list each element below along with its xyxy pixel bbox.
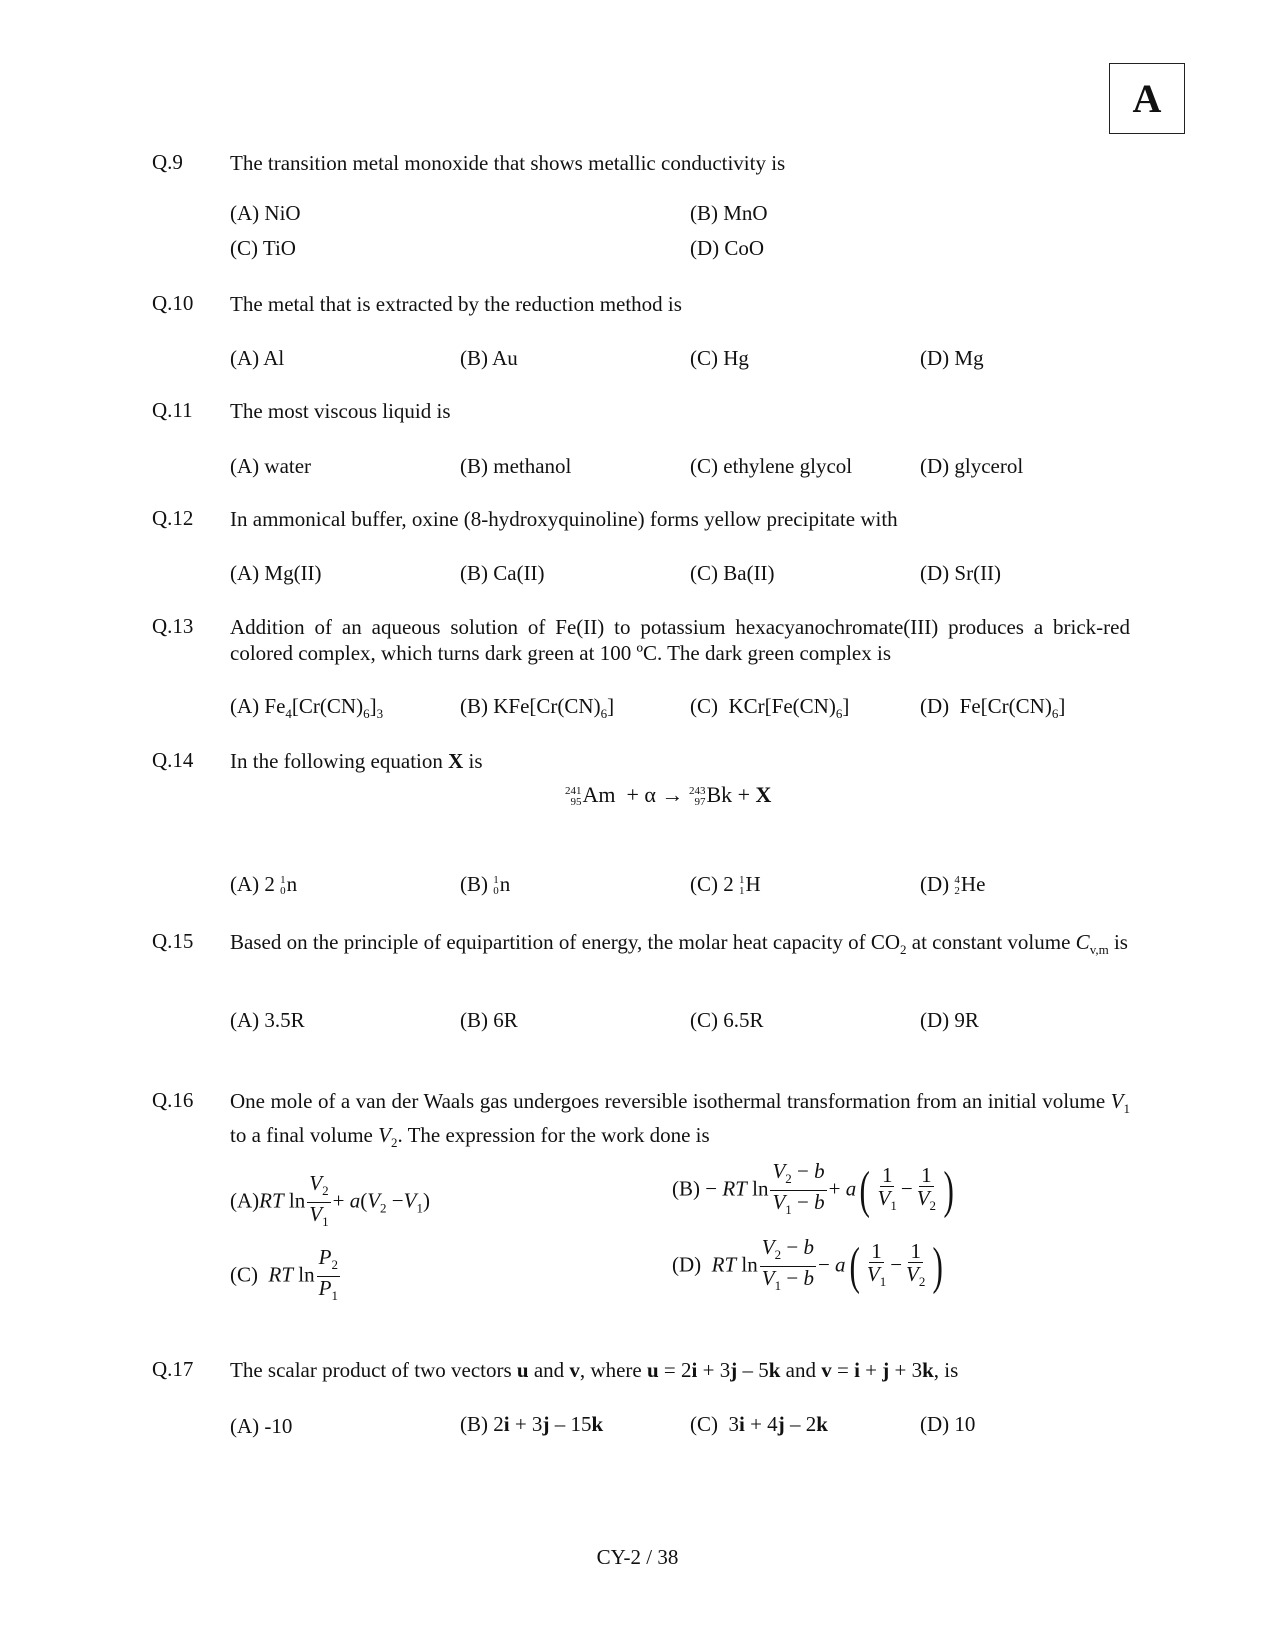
option-a: (A) $Fe_4[Cr(CN)_6]_3$ [230,694,384,722]
option-d: (D) 9R [920,1008,979,1032]
option-b: (B) 1 0 n [460,872,511,898]
isotope-numbers: 1 1 [739,874,745,898]
option-a: (A) 2 1 0 n [230,872,298,898]
option-a: (A)RT ln $\frac{V_2}{V_1}$ + $a(V_2 -V_1)$ [230,1172,430,1233]
question-number: Q.16 [152,1088,194,1112]
symbol: V [1110,1089,1124,1113]
option-b: (B) MnO [690,201,768,225]
option-c: (C) ethylene glycol [690,454,853,478]
option-label: (C) 2 [690,872,734,896]
option-c: (C) Hg [690,346,749,370]
option-c: (C) TiO [230,236,296,260]
question-number: Q.14 [152,748,194,772]
question-number: Q.11 [152,398,193,422]
fraction: $\frac{1}{V_1}$ [877,1163,897,1214]
question-text-part: Based on the principle of equipartition of energy, the molar heat capacity of CO [230,930,901,954]
option-b: (B) − RT ln $\frac{V_2 - b}{V_1 - b}$ + a( $\frac{1}{V_1}$ − $\frac{1}{V_2}$ ) [672,1160,957,1221]
question-number: Q.13 [152,614,194,638]
option-c: (C) 6.5R [690,1008,764,1032]
question-text-part: to a final volume [230,1123,379,1148]
option-label: (C) [230,1262,258,1287]
option-c: (C) Ba(II) [690,561,775,585]
page-footer: CY-2 / 38 [596,1545,679,1569]
option-c: (C) $KCr[Fe(CN)_6]$ [690,694,850,722]
question-text-part: One mole of a van der Waals gas undergoes reversible isothermal transformation from an initial volume [230,1089,1111,1113]
question-text: The scalar product of two vectors u and v, where u = 2i + 3j – 5k and v = i + j + 3k, is [230,1358,959,1382]
option-a: (A) -10 [230,1414,293,1438]
paper-code: A [1132,76,1162,121]
question-number: Q.9 [152,150,183,174]
option-a: (A) Al [230,346,285,370]
option-d: (D) RT ln $\frac{V_2 - b}{V_1 - b}$ − a( $\frac{1}{V_1}$ − $\frac{1}{V_2}$ ) [672,1236,947,1297]
option-d: (D) CoO [690,236,765,260]
question-number: Q.12 [152,506,194,530]
question-text-part: is [463,749,483,773]
fraction: $\frac{V_2 - b}{V_1 - b}$ [772,1159,825,1218]
symbol: C [1075,930,1090,954]
option-b: (B) 6R [460,1008,518,1032]
symbol: V [378,1123,391,1148]
fraction: $\frac{P_2}{P_1}$ [318,1245,338,1304]
subscript: 2 [900,942,907,958]
option-b: (B) Ca(II) [460,561,545,585]
question-text: Addition of an aqueous solution of Fe(II) to potassium hexacyanochromate(III) produces a brick-red colored complex, which turns dark green at 100 ºC. The dark green complex is [230,615,1130,665]
question-text: In ammonical buffer, oxine (8-hydroxyquinoline) forms yellow precipitate with [230,507,898,531]
option-b: (B) methanol [460,454,572,478]
option-c: (C) 2 1 1 H [690,872,761,898]
question-text [230,748,1130,774]
option-d: (D) 4 2 He [920,872,986,898]
option-label: (B) [460,694,488,718]
option-label: (C) [690,694,718,718]
option-a: (A) water [230,454,312,478]
option-label: (A) [230,694,260,718]
option-label: (D) [920,872,950,896]
paper-code-box [1109,63,1185,134]
unknown-x: X [448,749,464,773]
question-text [230,929,1130,963]
question-number: Q.10 [152,291,194,315]
fraction: $\frac{1}{V_1}$ [866,1239,887,1290]
nuclear-equation: 241 95 Am + α → 243 97 Bk + X [565,782,772,808]
option-b: (B) 2i + 3j – 15k [460,1412,604,1436]
option-a: (A) Mg(II) [230,561,322,585]
option-label: (D) [672,1252,702,1277]
fraction: $\frac{1}{V_2}$ [906,1239,926,1290]
fraction: $\frac{1}{V_2}$ [916,1163,937,1214]
option-label: (B) [672,1176,700,1201]
option-a: (A) 3.5R [230,1008,305,1032]
isotope-numbers: 4 2 [954,874,960,898]
question-text-part: is [1108,930,1128,954]
option-d: (D) 10 [920,1412,976,1436]
fraction: $\frac{V_2 - b}{V_1 - b}$ [761,1235,814,1294]
question-text-part: . The expression for the work done is [397,1123,710,1148]
option-d: (D) glycerol [920,454,1024,478]
isotope-numbers: 1 0 [280,874,286,898]
option-c: (C) RT ln $\frac{P_2}{P_1}$ [230,1246,342,1307]
option-a: (A) NiO [230,201,301,225]
option-label: (A) [230,1188,260,1213]
question-number: Q.15 [152,929,194,953]
option-label: (C) [690,1412,718,1436]
option-b: (B) Au [460,346,518,370]
option-d: (D) Mg [920,346,984,370]
isotope-numbers: 243 97 [688,784,706,808]
option-label: (B) [460,1412,488,1436]
subscript: 1 [1123,1101,1130,1117]
question-number: Q.17 [152,1357,194,1381]
option-c: (C) 3i + 4j – 2k [690,1412,828,1436]
question-text: The most viscous liquid is [230,399,451,423]
isotope-numbers: 241 95 [565,784,582,808]
option-label: (D) [920,694,950,718]
question-text-part: In the following equation [230,749,449,773]
question-text: The transition metal monoxide that shows metallic conductivity is [230,151,786,175]
option-d: (D) $Fe[Cr(CN)_6]$ [920,694,1066,722]
option-b: (B) $KFe[Cr(CN)_6]$ [460,694,615,722]
option-label: (A) 2 [230,872,275,896]
question-text [230,1088,1130,1156]
option-d: (D) Sr(II) [920,561,1002,585]
fraction: $\frac{V_2}{V_1}$ [309,1171,329,1230]
subscript: 2 [390,1135,398,1151]
option-label: (B) [460,872,488,896]
subscript: v,m [1089,942,1109,958]
isotope-numbers: 1 0 [493,874,499,898]
question-text-part: at constant volume [906,930,1076,954]
question-text: The metal that is extracted by the reduction method is [230,292,682,316]
